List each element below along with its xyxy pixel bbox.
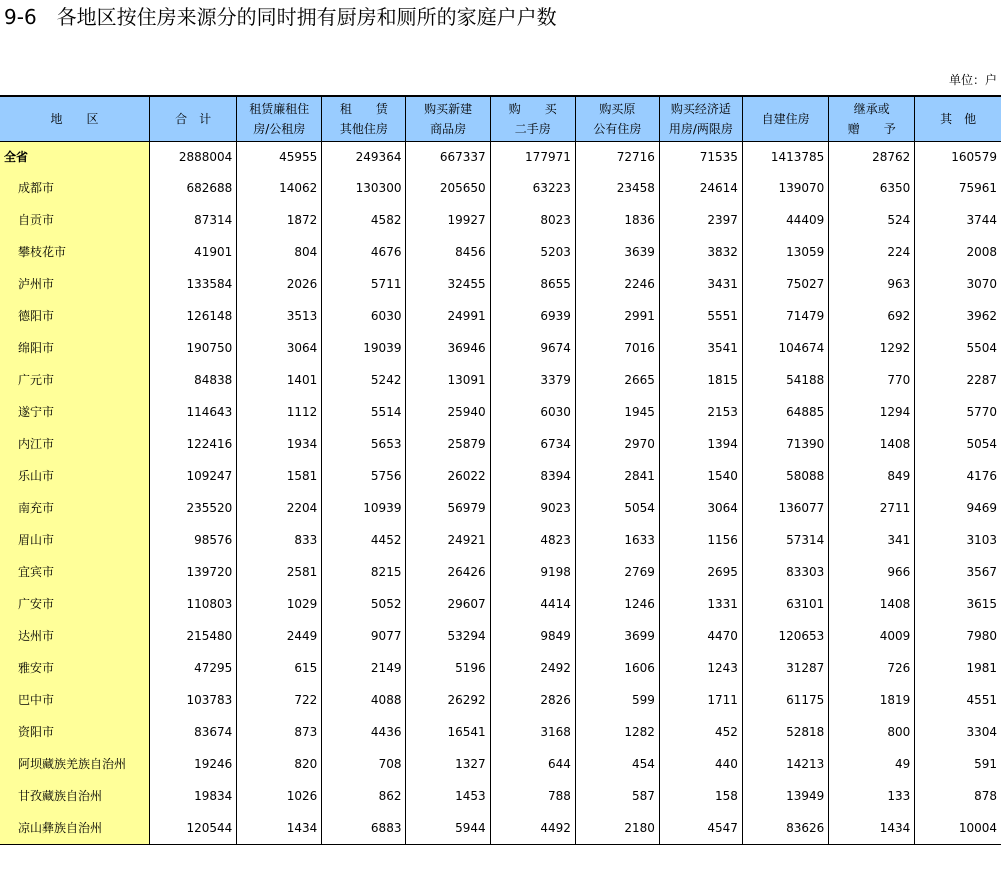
table-row: [0, 588, 1001, 620]
value-cell: 4176: [915, 460, 1001, 492]
table-row: [0, 812, 1001, 845]
table-row: [0, 142, 1001, 173]
value-cell: 24991: [406, 300, 490, 332]
value-cell: 1934: [237, 428, 322, 460]
value-cell: 3744: [915, 204, 1001, 236]
value-cell: 32455: [406, 268, 490, 300]
value-cell: 9077: [322, 620, 406, 652]
column-header: [490, 96, 575, 142]
value-cell: 133: [829, 780, 915, 812]
header-row: [0, 96, 1001, 142]
column-header: [237, 96, 322, 142]
value-cell: 9469: [915, 492, 1001, 524]
value-cell: 1282: [575, 716, 659, 748]
value-cell: 5551: [659, 300, 742, 332]
table-row: [0, 396, 1001, 428]
value-cell: 1872: [237, 204, 322, 236]
value-cell: 3070: [915, 268, 1001, 300]
column-header: [322, 96, 406, 142]
value-cell: 2246: [575, 268, 659, 300]
value-cell: 3168: [490, 716, 575, 748]
table-row: [0, 684, 1001, 716]
value-cell: 71535: [659, 142, 742, 173]
value-cell: 126148: [149, 300, 236, 332]
value-cell: 13949: [742, 780, 828, 812]
table-row: [0, 556, 1001, 588]
value-cell: 8215: [322, 556, 406, 588]
value-cell: 2711: [829, 492, 915, 524]
region-cell: 眉山市: [0, 524, 149, 556]
column-header-line: 合 计: [175, 112, 212, 126]
value-cell: 591: [915, 748, 1001, 780]
value-cell: 3103: [915, 524, 1001, 556]
region-cell: 绵阳市: [0, 332, 149, 364]
value-cell: 1292: [829, 332, 915, 364]
value-cell: 120653: [742, 620, 828, 652]
table-row: [0, 364, 1001, 396]
value-cell: 110803: [149, 588, 236, 620]
table-row: [0, 428, 1001, 460]
value-cell: 13059: [742, 236, 828, 268]
value-cell: 120544: [149, 812, 236, 845]
value-cell: 341: [829, 524, 915, 556]
value-cell: 14213: [742, 748, 828, 780]
value-cell: 58088: [742, 460, 828, 492]
column-header-line: 用房/两限房: [668, 122, 733, 136]
value-cell: 3541: [659, 332, 742, 364]
value-cell: 2149: [322, 652, 406, 684]
value-cell: 28762: [829, 142, 915, 173]
value-cell: 9023: [490, 492, 575, 524]
value-cell: 16541: [406, 716, 490, 748]
value-cell: 109247: [149, 460, 236, 492]
column-header-line: 购 买: [508, 102, 557, 116]
value-cell: 2991: [575, 300, 659, 332]
value-cell: 83303: [742, 556, 828, 588]
value-cell: 61175: [742, 684, 828, 716]
value-cell: 9849: [490, 620, 575, 652]
value-cell: 8456: [406, 236, 490, 268]
value-cell: 104674: [742, 332, 828, 364]
page-title: 9-6 各地区按住房来源分的同时拥有厨房和厕所的家庭户户数: [4, 5, 557, 29]
value-cell: 3513: [237, 300, 322, 332]
column-header-line: 公有住房: [593, 122, 642, 136]
value-cell: 1408: [829, 588, 915, 620]
value-cell: 5756: [322, 460, 406, 492]
value-cell: 1815: [659, 364, 742, 396]
value-cell: 3379: [490, 364, 575, 396]
column-header-line: 其他住房: [339, 122, 388, 136]
value-cell: 2492: [490, 652, 575, 684]
value-cell: 5203: [490, 236, 575, 268]
column-header: [0, 96, 149, 142]
value-cell: 873: [237, 716, 322, 748]
value-cell: 215480: [149, 620, 236, 652]
value-cell: 770: [829, 364, 915, 396]
value-cell: 615: [237, 652, 322, 684]
value-cell: 833: [237, 524, 322, 556]
table-row: [0, 332, 1001, 364]
value-cell: 5504: [915, 332, 1001, 364]
value-cell: 5514: [322, 396, 406, 428]
value-cell: 1408: [829, 428, 915, 460]
table-row: [0, 492, 1001, 524]
value-cell: 3431: [659, 268, 742, 300]
column-header-line: 其 他: [940, 112, 977, 126]
value-cell: 800: [829, 716, 915, 748]
column-header-line: 购买经济适: [670, 102, 731, 116]
column-header: [829, 96, 915, 142]
value-cell: 3615: [915, 588, 1001, 620]
table-row: [0, 748, 1001, 780]
value-cell: 4823: [490, 524, 575, 556]
value-cell: 452: [659, 716, 742, 748]
value-cell: 5242: [322, 364, 406, 396]
value-cell: 1294: [829, 396, 915, 428]
region-cell: 遂宁市: [0, 396, 149, 428]
value-cell: 4470: [659, 620, 742, 652]
value-cell: 190750: [149, 332, 236, 364]
region-cell: 自贡市: [0, 204, 149, 236]
value-cell: 6030: [322, 300, 406, 332]
value-cell: 84838: [149, 364, 236, 396]
value-cell: 19927: [406, 204, 490, 236]
value-cell: 3832: [659, 236, 742, 268]
column-header-line: 自建住房: [761, 112, 810, 126]
value-cell: 2153: [659, 396, 742, 428]
value-cell: 72716: [575, 142, 659, 173]
value-cell: 849: [829, 460, 915, 492]
table-row: [0, 268, 1001, 300]
value-cell: 31287: [742, 652, 828, 684]
value-cell: 136077: [742, 492, 828, 524]
value-cell: 1243: [659, 652, 742, 684]
value-cell: 29607: [406, 588, 490, 620]
region-cell: 攀枝花市: [0, 236, 149, 268]
value-cell: 6883: [322, 812, 406, 845]
value-cell: 47295: [149, 652, 236, 684]
value-cell: 5711: [322, 268, 406, 300]
value-cell: 1156: [659, 524, 742, 556]
value-cell: 4582: [322, 204, 406, 236]
value-cell: 1606: [575, 652, 659, 684]
value-cell: 1327: [406, 748, 490, 780]
value-cell: 139070: [742, 172, 828, 204]
column-header: [915, 96, 1001, 142]
value-cell: 26022: [406, 460, 490, 492]
value-cell: 4547: [659, 812, 742, 845]
column-header: [149, 96, 236, 142]
value-cell: 3639: [575, 236, 659, 268]
value-cell: 26426: [406, 556, 490, 588]
value-cell: 599: [575, 684, 659, 716]
value-cell: 57314: [742, 524, 828, 556]
column-header-line: 商品房: [430, 122, 467, 136]
column-header-line: 地 区: [50, 112, 99, 126]
value-cell: 2180: [575, 812, 659, 845]
value-cell: 133584: [149, 268, 236, 300]
value-cell: 87314: [149, 204, 236, 236]
value-cell: 1633: [575, 524, 659, 556]
value-cell: 235520: [149, 492, 236, 524]
value-cell: 10004: [915, 812, 1001, 845]
value-cell: 2397: [659, 204, 742, 236]
region-cell: 巴中市: [0, 684, 149, 716]
value-cell: 249364: [322, 142, 406, 173]
value-cell: 8655: [490, 268, 575, 300]
column-header: [406, 96, 490, 142]
value-cell: 4492: [490, 812, 575, 845]
value-cell: 5653: [322, 428, 406, 460]
region-cell: 南充市: [0, 492, 149, 524]
value-cell: 63223: [490, 172, 575, 204]
region-cell: 雅安市: [0, 652, 149, 684]
value-cell: 2581: [237, 556, 322, 588]
value-cell: 4452: [322, 524, 406, 556]
region-cell: 全省: [0, 142, 149, 173]
value-cell: 71390: [742, 428, 828, 460]
value-cell: 26292: [406, 684, 490, 716]
region-cell: 甘孜藏族自治州: [0, 780, 149, 812]
value-cell: 3699: [575, 620, 659, 652]
table-row: [0, 236, 1001, 268]
table-row: [0, 460, 1001, 492]
value-cell: 36946: [406, 332, 490, 364]
value-cell: 6734: [490, 428, 575, 460]
table-row: [0, 300, 1001, 332]
region-cell: 泸州市: [0, 268, 149, 300]
value-cell: 440: [659, 748, 742, 780]
value-cell: 788: [490, 780, 575, 812]
column-header-line: 二手房: [514, 122, 551, 136]
value-cell: 56979: [406, 492, 490, 524]
region-cell: 宜宾市: [0, 556, 149, 588]
region-cell: 广安市: [0, 588, 149, 620]
value-cell: 667337: [406, 142, 490, 173]
value-cell: 2008: [915, 236, 1001, 268]
value-cell: 7016: [575, 332, 659, 364]
value-cell: 4414: [490, 588, 575, 620]
value-cell: 1581: [237, 460, 322, 492]
value-cell: 1711: [659, 684, 742, 716]
value-cell: 114643: [149, 396, 236, 428]
value-cell: 708: [322, 748, 406, 780]
value-cell: 177971: [490, 142, 575, 173]
column-header-line: 房/公租房: [253, 122, 306, 136]
value-cell: 5054: [575, 492, 659, 524]
data-table: [0, 95, 1001, 845]
value-cell: 644: [490, 748, 575, 780]
value-cell: 7980: [915, 620, 1001, 652]
table-row: [0, 716, 1001, 748]
value-cell: 3567: [915, 556, 1001, 588]
column-header-line: 购买新建: [424, 102, 473, 116]
table-row: [0, 172, 1001, 204]
value-cell: 75027: [742, 268, 828, 300]
value-cell: 2826: [490, 684, 575, 716]
column-header: [742, 96, 828, 142]
value-cell: 2888004: [149, 142, 236, 173]
column-header: [575, 96, 659, 142]
value-cell: 3064: [659, 492, 742, 524]
region-cell: 德阳市: [0, 300, 149, 332]
value-cell: 6939: [490, 300, 575, 332]
value-cell: 454: [575, 748, 659, 780]
value-cell: 5944: [406, 812, 490, 845]
region-cell: 广元市: [0, 364, 149, 396]
value-cell: 1394: [659, 428, 742, 460]
value-cell: 1453: [406, 780, 490, 812]
value-cell: 205650: [406, 172, 490, 204]
value-cell: 64885: [742, 396, 828, 428]
value-cell: 2841: [575, 460, 659, 492]
value-cell: 2204: [237, 492, 322, 524]
value-cell: 83674: [149, 716, 236, 748]
value-cell: 5196: [406, 652, 490, 684]
column-header-line: 租 赁: [339, 102, 388, 116]
table-row: [0, 620, 1001, 652]
value-cell: 41901: [149, 236, 236, 268]
value-cell: 2287: [915, 364, 1001, 396]
value-cell: 820: [237, 748, 322, 780]
value-cell: 71479: [742, 300, 828, 332]
column-header-line: 购买原: [599, 102, 636, 116]
value-cell: 1434: [829, 812, 915, 845]
value-cell: 4436: [322, 716, 406, 748]
value-cell: 6350: [829, 172, 915, 204]
value-cell: 23458: [575, 172, 659, 204]
value-cell: 1026: [237, 780, 322, 812]
table-row: [0, 780, 1001, 812]
value-cell: 3064: [237, 332, 322, 364]
value-cell: 1981: [915, 652, 1001, 684]
value-cell: 966: [829, 556, 915, 588]
value-cell: 83626: [742, 812, 828, 845]
region-cell: 资阳市: [0, 716, 149, 748]
value-cell: 963: [829, 268, 915, 300]
value-cell: 5052: [322, 588, 406, 620]
value-cell: 44409: [742, 204, 828, 236]
value-cell: 692: [829, 300, 915, 332]
table-row: [0, 524, 1001, 556]
value-cell: 1246: [575, 588, 659, 620]
table-row: [0, 204, 1001, 236]
value-cell: 726: [829, 652, 915, 684]
value-cell: 2769: [575, 556, 659, 588]
value-cell: 130300: [322, 172, 406, 204]
value-cell: 5770: [915, 396, 1001, 428]
value-cell: 25879: [406, 428, 490, 460]
value-cell: 158: [659, 780, 742, 812]
column-header-line: 租赁廉租住: [249, 102, 310, 116]
value-cell: 6030: [490, 396, 575, 428]
value-cell: 52818: [742, 716, 828, 748]
column-header: [659, 96, 742, 142]
value-cell: 2695: [659, 556, 742, 588]
value-cell: 1836: [575, 204, 659, 236]
value-cell: 122416: [149, 428, 236, 460]
value-cell: 139720: [149, 556, 236, 588]
value-cell: 224: [829, 236, 915, 268]
value-cell: 2665: [575, 364, 659, 396]
value-cell: 24921: [406, 524, 490, 556]
value-cell: 3962: [915, 300, 1001, 332]
table-body: [0, 142, 1001, 845]
value-cell: 14062: [237, 172, 322, 204]
value-cell: 1401: [237, 364, 322, 396]
value-cell: 4009: [829, 620, 915, 652]
region-cell: 乐山市: [0, 460, 149, 492]
value-cell: 2026: [237, 268, 322, 300]
column-header-line: 继承或: [853, 102, 890, 116]
region-cell: 内江市: [0, 428, 149, 460]
value-cell: 160579: [915, 142, 1001, 173]
value-cell: 10939: [322, 492, 406, 524]
value-cell: 722: [237, 684, 322, 716]
value-cell: 1029: [237, 588, 322, 620]
value-cell: 24614: [659, 172, 742, 204]
value-cell: 3304: [915, 716, 1001, 748]
unit-label: 单位：户: [948, 73, 997, 87]
value-cell: 98576: [149, 524, 236, 556]
value-cell: 103783: [149, 684, 236, 716]
value-cell: 75961: [915, 172, 1001, 204]
value-cell: 45955: [237, 142, 322, 173]
region-cell: 成都市: [0, 172, 149, 204]
value-cell: 53294: [406, 620, 490, 652]
value-cell: 63101: [742, 588, 828, 620]
value-cell: 19039: [322, 332, 406, 364]
value-cell: 1819: [829, 684, 915, 716]
value-cell: 9674: [490, 332, 575, 364]
value-cell: 9198: [490, 556, 575, 588]
value-cell: 1945: [575, 396, 659, 428]
value-cell: 19834: [149, 780, 236, 812]
value-cell: 1331: [659, 588, 742, 620]
value-cell: 682688: [149, 172, 236, 204]
value-cell: 2449: [237, 620, 322, 652]
value-cell: 2970: [575, 428, 659, 460]
value-cell: 524: [829, 204, 915, 236]
value-cell: 1434: [237, 812, 322, 845]
region-cell: 达州市: [0, 620, 149, 652]
value-cell: 19246: [149, 748, 236, 780]
value-cell: 804: [237, 236, 322, 268]
value-cell: 4551: [915, 684, 1001, 716]
value-cell: 862: [322, 780, 406, 812]
value-cell: 1413785: [742, 142, 828, 173]
table-row: [0, 652, 1001, 684]
value-cell: 8023: [490, 204, 575, 236]
value-cell: 5054: [915, 428, 1001, 460]
value-cell: 4676: [322, 236, 406, 268]
region-cell: 凉山彝族自治州: [0, 812, 149, 845]
value-cell: 1112: [237, 396, 322, 428]
value-cell: 54188: [742, 364, 828, 396]
value-cell: 13091: [406, 364, 490, 396]
value-cell: 8394: [490, 460, 575, 492]
value-cell: 878: [915, 780, 1001, 812]
value-cell: 4088: [322, 684, 406, 716]
value-cell: 1540: [659, 460, 742, 492]
value-cell: 587: [575, 780, 659, 812]
column-header-line: 赠 予: [847, 122, 896, 136]
value-cell: 25940: [406, 396, 490, 428]
region-cell: 阿坝藏族羌族自治州: [0, 748, 149, 780]
value-cell: 49: [829, 748, 915, 780]
